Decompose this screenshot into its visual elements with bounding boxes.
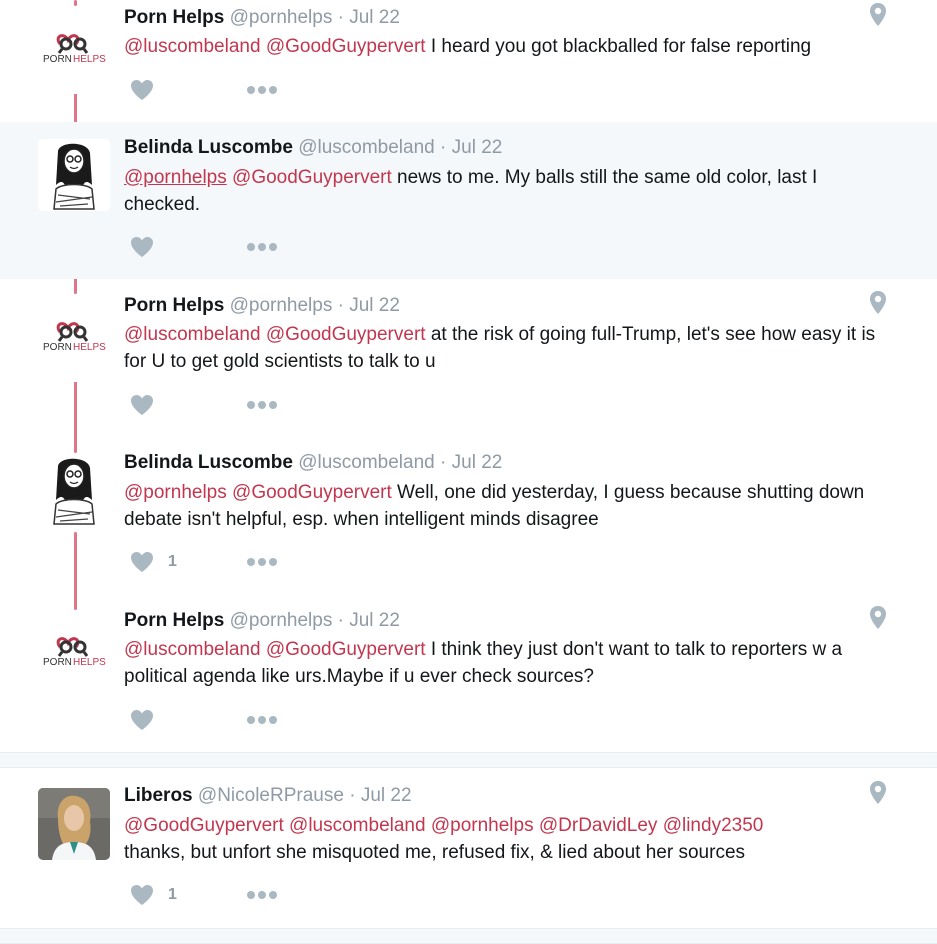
avatar-pornhelps[interactable]: [38, 625, 110, 697]
heart-icon[interactable]: [130, 236, 154, 258]
tweet-body: news to me. My balls still the same old color, last I checked.: [124, 167, 818, 215]
more-dots-icon[interactable]: [246, 555, 278, 569]
tweet-header: [124, 785, 412, 807]
author-name[interactable]: Liberos: [124, 785, 193, 806]
author-name[interactable]: Porn Helps: [124, 610, 225, 631]
tweet-body: Well, one did yesterday, I guess because shutting down debate isn't helpful, esp. when intelligent minds disagree: [124, 482, 865, 530]
conversation-divider: [0, 752, 937, 768]
mention-link[interactable]: @pornhelps: [124, 167, 227, 188]
like-count: 1: [168, 553, 177, 570]
pornhelps-logo: [38, 310, 110, 382]
tweet-header: [124, 295, 400, 317]
mention-link[interactable]: @GoodGuypervert: [265, 36, 426, 57]
tweet-body: at the risk of going full-Trump, let's see how easy it is for U to get gold scientists to talk to u: [124, 324, 876, 372]
mention-link[interactable]: @GoodGuypervert: [265, 639, 426, 660]
more-dots-icon[interactable]: [246, 713, 278, 727]
tweet-body: thanks, but unfort she misquoted me, refused fix, & lied about her sources: [124, 842, 746, 863]
conversation-divider: [0, 928, 937, 944]
location-pin-icon[interactable]: [868, 605, 888, 631]
pornhelps-logo: [38, 22, 110, 94]
location-pin-icon[interactable]: [868, 780, 888, 806]
location-pin-icon[interactable]: [868, 290, 888, 316]
mention-link[interactable]: @luscombeland: [124, 639, 261, 660]
author-name[interactable]: Belinda Luscombe: [124, 452, 293, 473]
separator-dot: ·: [440, 137, 447, 158]
mention-link[interactable]: @GoodGuypervert: [232, 167, 392, 188]
thread-line: [74, 0, 77, 6]
more-dots-icon[interactable]: [246, 83, 278, 97]
tweet-text: [124, 321, 894, 375]
avatar-belinda[interactable]: [38, 454, 110, 526]
author-handle[interactable]: @luscombeland: [298, 452, 435, 473]
separator-dot: ·: [440, 452, 447, 473]
tweet-date[interactable]: Jul 22: [349, 7, 400, 28]
tweet-header: [124, 7, 400, 29]
tweet-text: [124, 812, 894, 866]
logo-text-porn: PORN: [43, 342, 72, 353]
separator-dot: ·: [337, 610, 344, 631]
logo-text-helps: HELPS: [73, 54, 106, 65]
thread-line: [74, 532, 77, 610]
tweet-body: I heard you got blackballed for false reporting: [425, 36, 812, 57]
heart-icon[interactable]: [130, 394, 154, 416]
more-dots-icon[interactable]: [246, 888, 278, 902]
logo-text-helps: HELPS: [73, 342, 106, 353]
author-handle[interactable]: @luscombeland: [298, 137, 435, 158]
mention-link[interactable]: @GoodGuypervert: [124, 815, 284, 836]
liberos-avatar-photo: [38, 788, 110, 860]
mention-link[interactable]: @luscombeland: [289, 815, 426, 836]
mention-link[interactable]: @luscombeland: [124, 36, 261, 57]
tweet-date[interactable]: Jul 22: [451, 137, 503, 158]
more-dots-icon[interactable]: [246, 398, 278, 412]
logo-text-porn: PORN: [43, 54, 72, 65]
heart-icon[interactable]: [130, 884, 154, 906]
tweet-date[interactable]: Jul 22: [349, 610, 400, 631]
avatar-pornhelps[interactable]: [38, 22, 110, 94]
heart-icon[interactable]: [130, 709, 154, 731]
avatar-liberos[interactable]: [38, 788, 110, 860]
tweet-date[interactable]: Jul 22: [349, 295, 400, 316]
tweet-text: [124, 33, 894, 60]
mention-link[interactable]: @pornhelps: [124, 482, 227, 503]
mention-link[interactable]: @DrDavidLey: [538, 815, 658, 836]
separator-dot: ·: [337, 295, 344, 316]
logo-text-helps: HELPS: [73, 657, 106, 668]
tweet-text: [124, 164, 894, 218]
pornhelps-logo: [38, 625, 110, 697]
mention-link[interactable]: @lindy2350: [662, 815, 764, 836]
heart-icon[interactable]: [130, 551, 154, 573]
author-handle[interactable]: @pornhelps: [229, 295, 333, 316]
thread-line: [74, 375, 77, 453]
tweet-date[interactable]: Jul 22: [360, 785, 412, 806]
tweet-header: [124, 137, 502, 159]
author-name[interactable]: Porn Helps: [124, 7, 225, 28]
like-count: 1: [168, 886, 177, 903]
tweet-header: [124, 610, 400, 632]
author-handle[interactable]: @pornhelps: [229, 7, 333, 28]
location-pin-icon[interactable]: [868, 2, 888, 28]
tweet-body: I think they just don't want to talk to reporters w a political agenda like urs.Maybe if u ever check sources?: [124, 639, 843, 687]
belinda-avatar-sketch: [38, 454, 110, 526]
more-dots-icon[interactable]: [246, 240, 278, 254]
belinda-avatar-sketch: [38, 139, 110, 211]
mention-link[interactable]: @luscombeland: [124, 324, 261, 345]
author-handle[interactable]: @pornhelps: [229, 610, 333, 631]
tweet-text: [124, 479, 894, 533]
author-name[interactable]: Porn Helps: [124, 295, 225, 316]
author-handle[interactable]: @NicoleRPrause: [197, 785, 344, 806]
tweet-text: [124, 636, 894, 690]
avatar-pornhelps[interactable]: [38, 310, 110, 382]
heart-icon[interactable]: [130, 79, 154, 101]
tweet-header: [124, 452, 502, 474]
tweet-date[interactable]: Jul 22: [451, 452, 503, 473]
mention-link[interactable]: @pornhelps: [430, 815, 534, 836]
separator-dot: ·: [337, 7, 344, 28]
mention-link[interactable]: @GoodGuypervert: [232, 482, 392, 503]
avatar-belinda[interactable]: [38, 139, 110, 211]
separator-dot: ·: [349, 785, 356, 806]
author-name[interactable]: Belinda Luscombe: [124, 137, 293, 158]
mention-link[interactable]: @GoodGuypervert: [265, 324, 426, 345]
logo-text-porn: PORN: [43, 657, 72, 668]
